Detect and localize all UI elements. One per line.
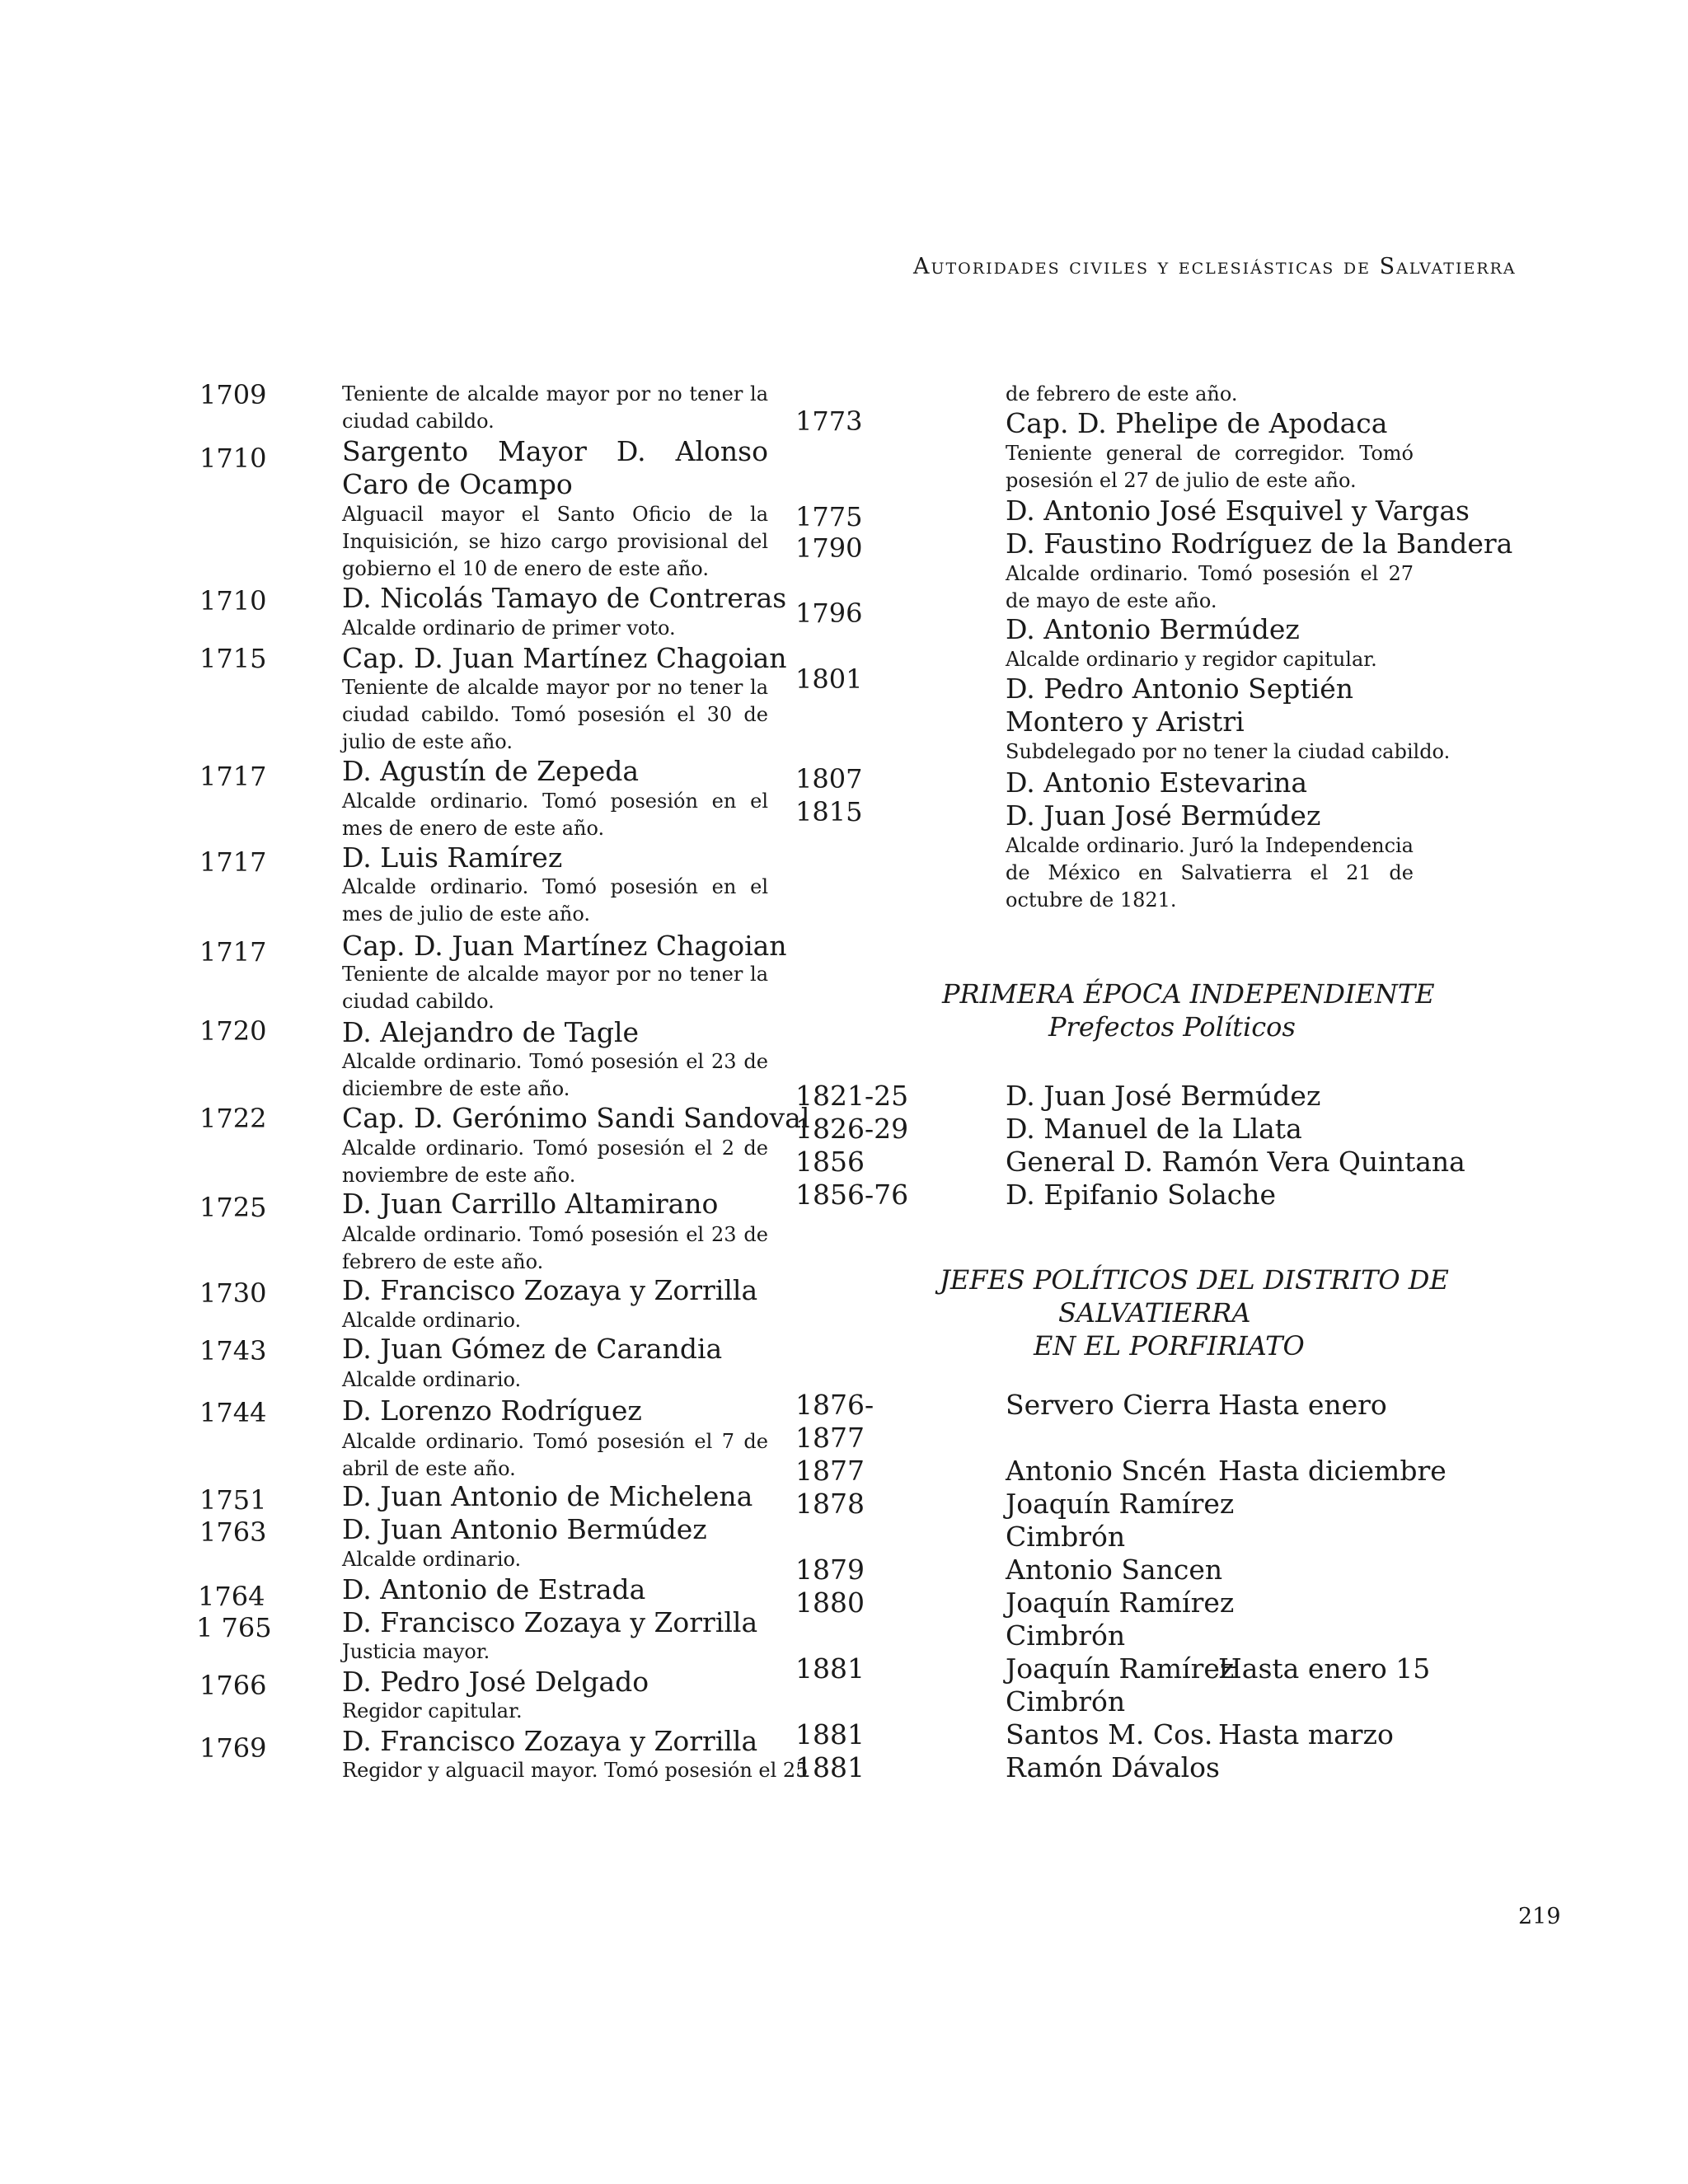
row-name: Santos M. Cos. (1006, 1718, 1213, 1750)
entry-name: D. Antonio de Estrada (342, 1573, 646, 1605)
entry-year: 1722 (199, 1103, 267, 1134)
continuation-text: de febrero de este año. (1006, 382, 1238, 405)
row-note: Hasta enero 15 (1218, 1652, 1431, 1685)
section-title: PRIMERA ÉPOCA INDEPENDIENTE (942, 978, 1435, 1010)
entry-name: D. Juan Antonio Bermúdez (342, 1513, 707, 1545)
entry-year: 1751 (199, 1484, 267, 1516)
section-title: EN EL PORFIRIATO (1034, 1330, 1305, 1361)
entry-year: 1775 (795, 501, 863, 532)
entry-year: 1730 (199, 1277, 267, 1309)
entry-description: Justicia mayor. (342, 1640, 490, 1663)
row-name: Cimbrón (1006, 1619, 1126, 1652)
entry-name: D. Agustín de Zepeda (342, 755, 640, 787)
entry-year: 1773 (795, 405, 863, 437)
row-year: 1826-29 (795, 1113, 909, 1145)
entry-year: 1766 (199, 1670, 267, 1701)
entry-name: D. Juan José Bermúdez (1006, 799, 1321, 832)
row-name: D. Juan José Bermúdez (1006, 1080, 1321, 1112)
entry-name: D. Juan Carrillo Altamirano (342, 1188, 719, 1220)
entry-name: D. Faustino Rodríguez de la Bandera (1006, 527, 1513, 560)
entry-year: 1717 (199, 846, 267, 878)
entry-year: 1815 (795, 796, 863, 827)
entry-description: Regidor y alguacil mayor. Tomó posesión el 25 (342, 1759, 809, 1782)
entry-description: Alcalde ordinario. Tomó posesión el 23 de febrero de este año. (342, 1223, 768, 1273)
row-year: 1881 (795, 1718, 865, 1750)
entry-year: 1801 (795, 663, 863, 695)
entry-description: Alcalde ordinario. (342, 1309, 522, 1332)
entry-year: 1763 (199, 1516, 267, 1548)
row-note: Hasta enero (1218, 1389, 1387, 1421)
row-year: 1877 (795, 1455, 865, 1487)
entry-name: D. Lorenzo Rodríguez (342, 1394, 642, 1427)
entry-year: 1717 (199, 761, 267, 792)
row-name: Cimbrón (1006, 1685, 1126, 1718)
entry-year: 1715 (199, 643, 267, 674)
entry-year: 1744 (199, 1397, 267, 1428)
entry-name: Cap. D. Phelipe de Apodaca (1006, 407, 1388, 439)
entry-description: Alcalde ordinario. Tomó posesión el 2 de noviembre de este año. (342, 1137, 768, 1187)
entry-year: 1710 (199, 443, 267, 474)
entry-year: 1790 (795, 532, 863, 564)
entry-name: Sargento Mayor D. Alonso Caro de Ocampo (342, 435, 768, 500)
row-note: Hasta diciembre (1218, 1455, 1447, 1487)
entry-year: 1796 (795, 598, 863, 629)
row-year: 1856 (795, 1146, 865, 1178)
row-name: D. Manuel de la Llata (1006, 1113, 1302, 1145)
entry-name: D. Pedro Antonio Septién Montero y Aristri (1006, 673, 1354, 738)
entry-description: Alcalde ordinario. Tomó posesión el 7 de abril de este año. (342, 1430, 768, 1480)
entry-description: Alcalde ordinario y regidor capitular. (1006, 648, 1377, 671)
entry-year: 1717 (199, 936, 267, 968)
section-title: SALVATIERRA (1058, 1297, 1251, 1329)
row-name: Cimbrón (1006, 1521, 1126, 1553)
section-title: JEFES POLÍTICOS DEL DISTRITO DE (940, 1264, 1449, 1296)
entry-name: D. Antonio Bermúdez (1006, 613, 1300, 645)
entry-year: 1769 (199, 1732, 267, 1764)
row-year: 1880 (795, 1586, 865, 1619)
entry-name: D. Francisco Zozaya y Zorrilla (342, 1725, 758, 1757)
entry-year: 1725 (199, 1192, 267, 1223)
entry-name: D. Pedro José Delgado (342, 1666, 649, 1698)
page-number: 219 (1518, 1904, 1561, 1929)
entry-name: D. Nicolás Tamayo de Contreras (342, 582, 787, 614)
row-year: 1879 (795, 1554, 865, 1586)
entry-name: Cap. D. Juan Martínez Chagoian (342, 642, 787, 674)
entry-description: Alcalde ordinario. Tomó posesión el 23 de diciembre de este año. (342, 1050, 768, 1100)
entry-name: D. Alejandro de Tagle (342, 1016, 640, 1048)
entry-year: 1764 (198, 1581, 265, 1612)
row-name: Joaquín Ramírez (1006, 1586, 1235, 1619)
entry-name: Cap. D. Gerónimo Sandi Sandoval (342, 1102, 810, 1134)
entry-name: D. Francisco Zozaya y Zorrilla (342, 1274, 758, 1306)
entry-description: Alcalde ordinario. (342, 1548, 522, 1571)
entry-name: D. Luis Ramírez (342, 841, 563, 874)
row-name: Joaquín Ramírez (1006, 1652, 1235, 1685)
row-year: 1878 (795, 1488, 865, 1520)
entry-description: Alcalde ordinario. Tomó posesión el 27 de mayo de este año. (1006, 562, 1414, 612)
entry-year: 1709 (199, 379, 267, 410)
row-name: General D. Ramón Vera Quintana (1006, 1146, 1465, 1178)
section-subtitle: Prefectos Políticos (1048, 1011, 1296, 1043)
entry-description: Alguacil mayor el Santo Oficio de la Inquisición, se hizo cargo provisional del gobierno el 10 de enero de este año. (342, 503, 768, 580)
row-name: Antonio Sncén (1006, 1455, 1207, 1487)
row-name: D. Epifanio Solache (1006, 1179, 1277, 1211)
row-note: Hasta marzo (1218, 1718, 1394, 1750)
row-name: Joaquín Ramírez (1006, 1488, 1235, 1520)
entry-year: 1710 (199, 585, 267, 616)
entry-description: Teniente de alcalde mayor por no tener la ciudad cabildo. (342, 382, 768, 433)
entry-name: D. Juan Gómez de Carandia (342, 1333, 723, 1365)
entry-description: Alcalde ordinario. Tomó posesión en el mes de julio de este año. (342, 875, 768, 926)
entry-description: Teniente de alcalde mayor por no tener la ciudad cabildo. Tomó posesión el 30 de julio de este año. (342, 676, 768, 753)
entry-name: Cap. D. Juan Martínez Chagoian (342, 930, 787, 962)
entry-name: D. Francisco Zozaya y Zorrilla (342, 1606, 758, 1638)
entry-year: 1 765 (196, 1612, 272, 1643)
entry-description: Alcalde ordinario. Tomó posesión en el mes de enero de este año. (342, 790, 768, 840)
entry-description: Teniente de alcalde mayor por no tener la ciudad cabildo. (342, 963, 768, 1013)
entry-name: D. Antonio Estevarina (1006, 766, 1308, 799)
entry-description: Alcalde ordinario de primer voto. (342, 616, 676, 640)
row-name: Ramón Dávalos (1006, 1751, 1220, 1783)
entry-description: Alcalde ordinario. Juró la Independencia de México en Salvatierra el 21 de octubre de 1821. (1006, 834, 1414, 912)
entry-description: Regidor capitular. (342, 1699, 523, 1722)
entry-year: 1807 (795, 763, 863, 794)
row-year: 1881 (795, 1652, 865, 1685)
entry-name: D. Antonio José Esquivel y Vargas (1006, 494, 1470, 527)
row-year: 1877 (795, 1422, 865, 1454)
row-name: Antonio Sancen (1006, 1554, 1223, 1586)
row-year: 1881 (795, 1751, 865, 1783)
entry-description: Alcalde ordinario. (342, 1368, 522, 1391)
row-year: 1876- (795, 1389, 874, 1421)
row-name: Servero Cierra (1006, 1389, 1211, 1421)
row-year: 1821-25 (795, 1080, 909, 1112)
entry-year: 1720 (199, 1015, 267, 1047)
entry-description: Subdelegado por no tener la ciudad cabildo. (1006, 740, 1451, 763)
entry-description: Teniente general de corregidor. Tomó posesión el 27 de julio de este año. (1006, 442, 1414, 492)
entry-name: D. Juan Antonio de Michelena (342, 1480, 753, 1512)
running-head: Autoridades civiles y eclesiásticas de Salvatierra (913, 254, 1517, 279)
row-year: 1856-76 (795, 1179, 909, 1211)
entry-year: 1743 (199, 1335, 267, 1366)
